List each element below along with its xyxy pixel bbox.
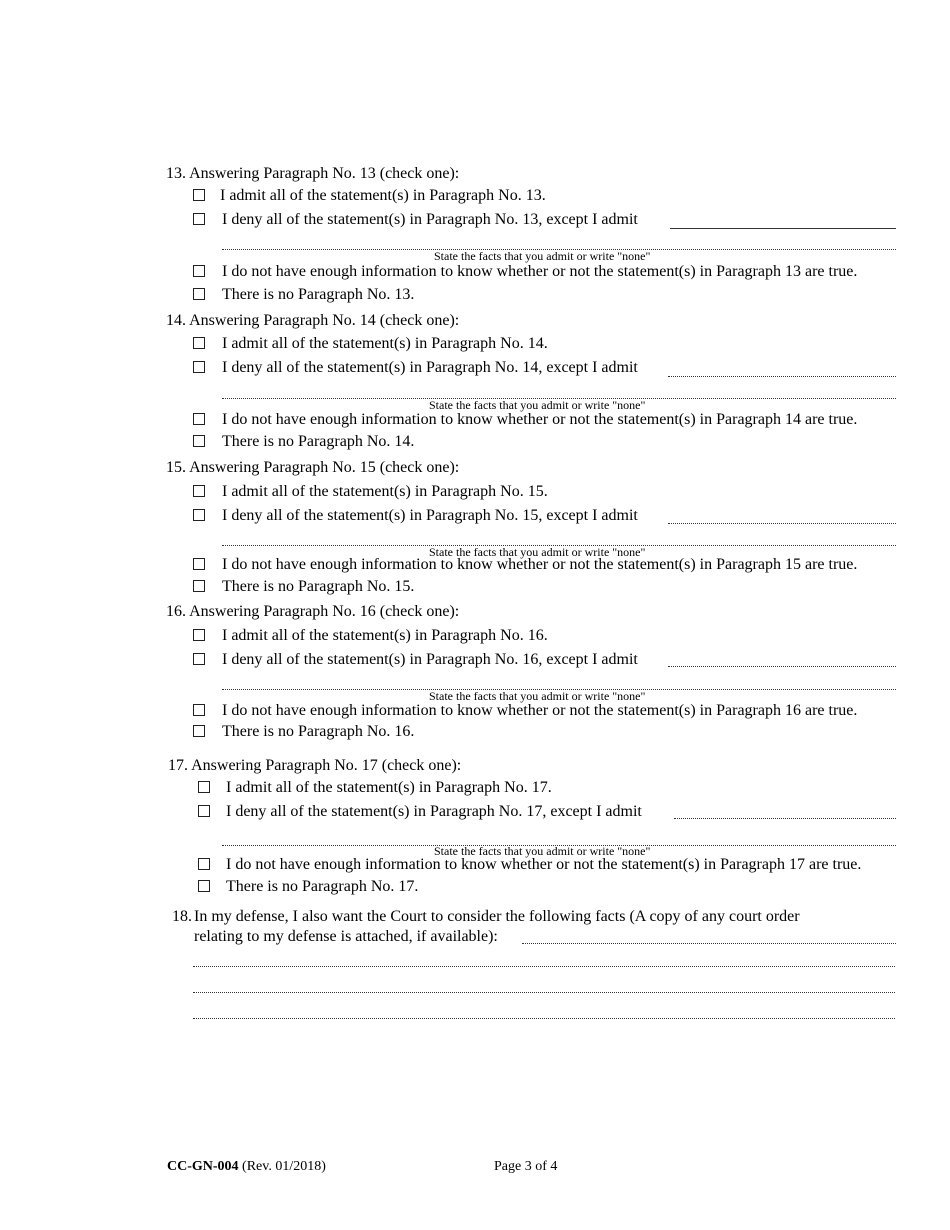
q17-facts-caption: State the facts that you admit or write "none" (434, 844, 651, 858)
q13-admit-label: I admit all of the statement(s) in Paragraph No. 13. (220, 187, 546, 204)
q18-facts-line-1[interactable] (522, 943, 896, 944)
q13-deny-label: I deny all of the statement(s) in Paragraph No. 13, except I admit (222, 211, 638, 228)
q14-none-label: There is no Paragraph No. 14. (222, 433, 415, 450)
q16-heading: 16. Answering Paragraph No. 16 (check one): (166, 603, 460, 620)
q14-none-checkbox[interactable] (193, 435, 205, 447)
q15-heading: 15. Answering Paragraph No. 15 (check one): (166, 459, 460, 476)
q17-heading: 17. Answering Paragraph No. 17 (check one): (168, 757, 462, 774)
q15-facts-caption: State the facts that you admit or write "none" (429, 545, 646, 559)
q16-none-label: There is no Paragraph No. 16. (222, 723, 415, 740)
q13-noinfo-label: I do not have enough information to know whether or not the statement(s) in Paragraph 13 are true. (222, 263, 858, 280)
q15-none-label: There is no Paragraph No. 15. (222, 578, 415, 595)
q16-none-checkbox[interactable] (193, 725, 205, 737)
q18-text-line-1: In my defense, I also want the Court to consider the following facts (A copy of any court order (194, 908, 800, 925)
q16-deny-checkbox[interactable] (193, 653, 205, 665)
form-revision: (Rev. 01/2018) (242, 1159, 326, 1174)
q17-deny-checkbox[interactable] (198, 805, 210, 817)
q15-noinfo-checkbox[interactable] (193, 558, 205, 570)
q18-facts-line-3[interactable] (193, 992, 895, 993)
q14-noinfo-checkbox[interactable] (193, 413, 205, 425)
q14-heading: 14. Answering Paragraph No. 14 (check one): (166, 312, 460, 329)
q13-admit-facts-line-1[interactable] (670, 228, 896, 229)
q15-deny-checkbox[interactable] (193, 509, 205, 521)
q16-noinfo-checkbox[interactable] (193, 704, 205, 716)
q14-admit-checkbox[interactable] (193, 337, 205, 349)
q14-deny-label: I deny all of the statement(s) in Paragraph No. 14, except I admit (222, 359, 638, 376)
q18-text-line-2: relating to my defense is attached, if available): (194, 928, 498, 945)
q15-none-checkbox[interactable] (193, 580, 205, 592)
q17-admit-checkbox[interactable] (198, 781, 210, 793)
q17-noinfo-label: I do not have enough information to know whether or not the statement(s) in Paragraph 17 are true. (226, 856, 862, 873)
q14-deny-checkbox[interactable] (193, 361, 205, 373)
q18-number: 18. (172, 908, 192, 925)
q17-none-label: There is no Paragraph No. 17. (226, 878, 419, 895)
q13-facts-caption: State the facts that you admit or write "none" (434, 249, 651, 263)
q17-deny-label: I deny all of the statement(s) in Paragraph No. 17, except I admit (226, 803, 642, 820)
q13-heading: 13. Answering Paragraph No. 13 (check one): (166, 165, 460, 182)
q16-admit-checkbox[interactable] (193, 629, 205, 641)
footer-form-id (167, 1159, 326, 1175)
q16-noinfo-label: I do not have enough information to know whether or not the statement(s) in Paragraph 16 are true. (222, 702, 858, 719)
q13-deny-checkbox[interactable] (193, 213, 205, 225)
q16-admit-label: I admit all of the statement(s) in Paragraph No. 16. (222, 627, 548, 644)
q16-deny-label: I deny all of the statement(s) in Paragraph No. 16, except I admit (222, 651, 638, 668)
q15-deny-label: I deny all of the statement(s) in Paragraph No. 15, except I admit (222, 507, 638, 524)
q15-admit-label: I admit all of the statement(s) in Paragraph No. 15. (222, 483, 548, 500)
q15-noinfo-label: I do not have enough information to know whether or not the statement(s) in Paragraph 15 are true. (222, 556, 858, 573)
q17-admit-facts-line-1[interactable] (674, 818, 896, 819)
q17-admit-label: I admit all of the statement(s) in Paragraph No. 17. (226, 779, 552, 796)
q13-none-checkbox[interactable] (193, 288, 205, 300)
q18-facts-line-4[interactable] (193, 1018, 895, 1019)
q17-noinfo-checkbox[interactable] (198, 858, 210, 870)
q14-facts-caption: State the facts that you admit or write "none" (429, 398, 646, 412)
q15-admit-facts-line-1[interactable] (668, 523, 896, 524)
q15-admit-checkbox[interactable] (193, 485, 205, 497)
q17-none-checkbox[interactable] (198, 880, 210, 892)
form-id: CC-GN-004 (167, 1159, 239, 1174)
q14-admit-facts-line-1[interactable] (668, 376, 896, 377)
q14-noinfo-label: I do not have enough information to know whether or not the statement(s) in Paragraph 14 are true. (222, 411, 858, 428)
q13-none-label: There is no Paragraph No. 13. (222, 286, 415, 303)
q13-admit-checkbox[interactable] (193, 189, 205, 201)
q18-facts-line-2[interactable] (193, 966, 895, 967)
q16-facts-caption: State the facts that you admit or write "none" (429, 689, 646, 703)
q13-noinfo-checkbox[interactable] (193, 265, 205, 277)
q14-admit-label: I admit all of the statement(s) in Paragraph No. 14. (222, 335, 548, 352)
footer-page-number: Page 3 of 4 (494, 1159, 558, 1174)
q16-admit-facts-line-1[interactable] (668, 666, 896, 667)
